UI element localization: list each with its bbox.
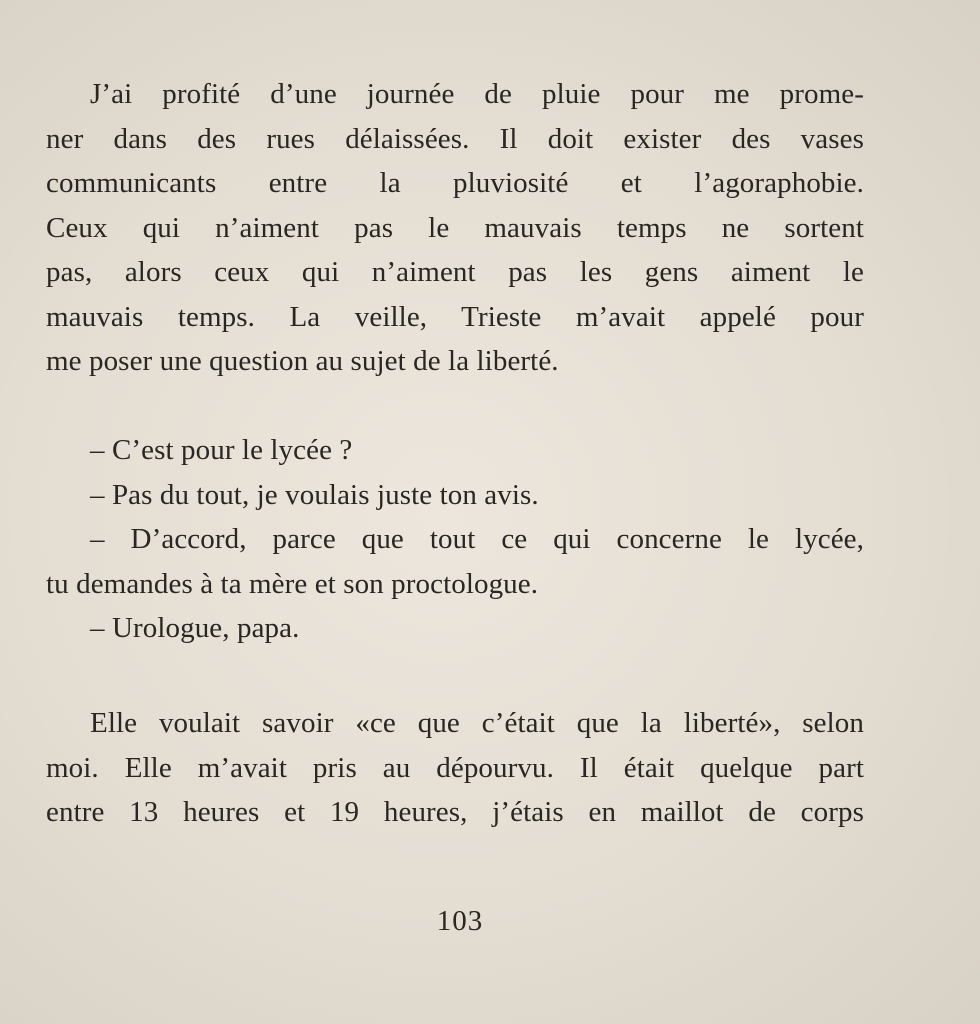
dialogue-line: – C’est pour le lycée ? xyxy=(90,434,353,466)
paragraph-1-line: pas, alors ceux qui n’aiment pas les gens aiment le xyxy=(46,256,864,288)
paragraph-1-line: ner dans des rues délaissées. Il doit exister des vases xyxy=(46,122,864,155)
paragraph-1-line: mauvais temps. La veille, Trieste m’avait appelé pour xyxy=(46,300,864,333)
paragraph-1-line: me poser une question au sujet de la liberté. xyxy=(46,345,559,377)
dialogue-line: – D’accord, parce que tout ce qui concerne le lycée, xyxy=(90,523,864,555)
paragraph-2-line: entre 13 heures et 19 heures, j’étais en maillot de corps xyxy=(46,796,864,828)
paragraph-1-line: J’ai profité d’une journée de pluie pour me prome- xyxy=(90,78,864,110)
dialogue-line: – Urologue, papa. xyxy=(90,612,300,644)
dialogue-line: – Pas du tout, je voulais juste ton avis. xyxy=(90,478,539,511)
page-number: 103 xyxy=(436,905,484,937)
paragraph-2 xyxy=(46,701,864,835)
dialogue-block xyxy=(46,428,864,651)
paragraph-1-line: Ceux qui n’aiment pas le mauvais temps ne sortent xyxy=(46,211,864,244)
show-through-text xyxy=(560,0,980,30)
paragraph-2-line: Elle voulait savoir «ce que c’était que la liberté», selon xyxy=(90,707,864,739)
paragraph-1 xyxy=(46,72,864,384)
paragraph-2-line: moi. Elle m’avait pris au dépourvu. Il était quelque part xyxy=(46,751,864,784)
paragraph-1-line: communicants entre la pluviosité et l’agoraphobie. xyxy=(46,167,864,199)
dialogue-line: tu demandes à ta mère et son proctologue. xyxy=(46,567,539,600)
